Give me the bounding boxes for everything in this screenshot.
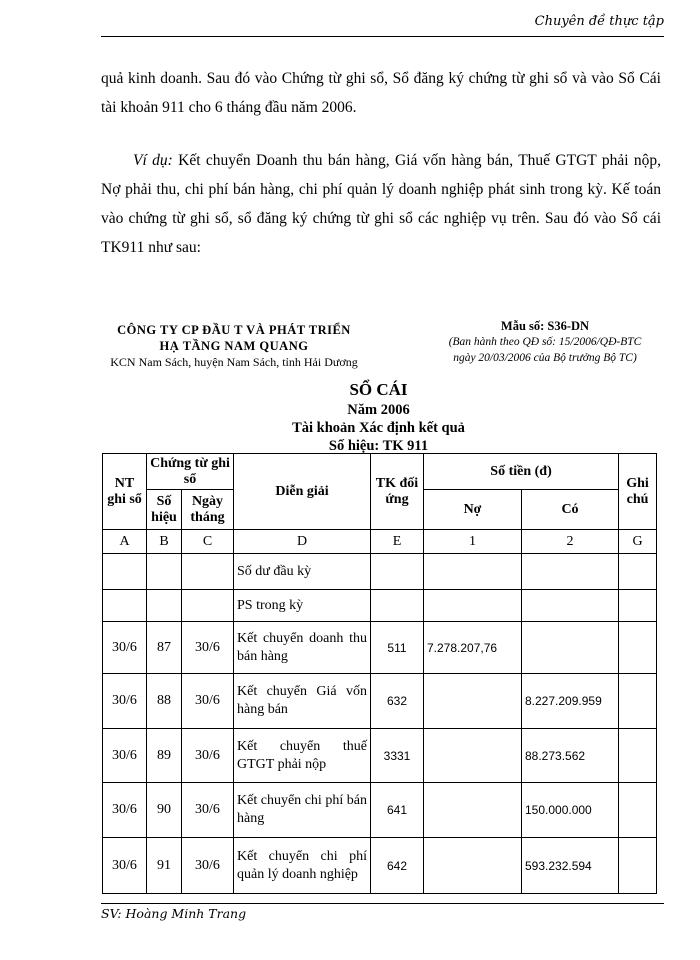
ledger-title-block [101,379,656,455]
table-row [103,622,657,674]
row-date: 30/6 [103,838,147,894]
header-debit: Nợ [424,490,522,530]
row-description: PS trong kỳ [234,590,371,622]
row-voucher-no: 90 [147,783,182,838]
code-cell: G [619,530,657,554]
row-debit [424,590,522,622]
code-cell: B [147,530,182,554]
row-contra-account: 511 [371,622,424,674]
row-date: 30/6 [103,622,147,674]
row-description: Kết chuyển chi phí quản lý doanh nghiệp [234,838,371,894]
footer-divider [101,903,664,904]
ledger-account: Tài khoản Xác định kết quả [292,420,465,436]
row-credit: 150.000.000 [522,783,619,838]
code-cell: D [234,530,371,554]
row-debit [424,838,522,894]
company-address: KCN Nam Sách, huyện Nam Sách, tỉnh Hải Dương [110,355,358,369]
row-note [619,783,657,838]
row-voucher-date: 30/6 [182,729,234,783]
row-voucher-date: 30/6 [182,674,234,729]
row-contra-account [371,590,424,622]
ledger-account-no: Số hiệu: TK 911 [328,438,429,454]
table-row [103,674,657,729]
row-description: Kết chuyển doanh thu bán hàng [234,622,371,674]
paragraph-intro: quả kinh doanh. Sau đó vào Chứng từ ghi sổ, Sổ đăng ký chứng từ ghi sổ và vào Sổ Cái tài khoản 911 cho 6 tháng đầu năm 2006. [101,70,661,116]
row-description: Kết chuyển Giá vốn hàng bán [234,674,371,729]
row-voucher-no: 88 [147,674,182,729]
row-debit [424,783,522,838]
table-row [103,783,657,838]
form-info-block [430,318,660,366]
table-row [103,554,657,590]
row-credit [522,554,619,590]
header-credit: Có [522,490,619,530]
row-voucher-date: 30/6 [182,838,234,894]
row-voucher-date: 30/6 [182,783,234,838]
header-contra-account: TK đối ứng [371,454,424,530]
code-cell: A [103,530,147,554]
row-description: Kết chuyển chi phí bán hàng [234,783,371,838]
table-row [103,729,657,783]
row-note [619,554,657,590]
row-voucher-no: 89 [147,729,182,783]
row-date [103,590,147,622]
row-note [619,622,657,674]
row-credit [522,622,619,674]
row-date [103,554,147,590]
column-code-row [103,530,657,554]
header-voucher: Chứng từ ghi sổ [147,454,234,490]
code-cell: 1 [424,530,522,554]
row-voucher-no [147,554,182,590]
table-row [103,590,657,622]
code-cell: E [371,530,424,554]
form-note-line1: (Ban hành theo QĐ số: 15/2006/QĐ-BTC [448,336,642,348]
row-credit [522,590,619,622]
row-date: 30/6 [103,783,147,838]
row-note [619,674,657,729]
paragraph-example [101,146,661,262]
example-text: Kết chuyển Doanh thu bán hàng, Giá vốn hàng bán, Thuế GTGT phải nộp, Nợ phải thu, chi phí bán hàng, chi phí quản lý doanh nghiệp phát sinh trong kỳ. Kế toán vào chứng từ ghi sổ, sổ đăng ký chứng từ ghi sổ các nghiệp vụ trên. Sau đó vào Sổ cái TK911 như sau: [101,152,662,256]
header-voucher-no: Số hiệu [147,490,182,530]
row-date: 30/6 [103,729,147,783]
row-description: Kết chuyển thuế GTGT phải nộp [234,729,371,783]
row-contra-account: 642 [371,838,424,894]
row-voucher-no: 91 [147,838,182,894]
form-note-line2: ngày 20/03/2006 của Bộ trưởng Bộ TC) [453,352,637,364]
row-note [619,729,657,783]
row-voucher-no: 87 [147,622,182,674]
row-debit [424,674,522,729]
row-description: Số dư đầu kỳ [234,554,371,590]
code-cell: C [182,530,234,554]
header-description: Diễn giải [234,454,371,530]
row-debit: 7.278.207,76 [424,622,522,674]
row-date: 30/6 [103,674,147,729]
row-voucher-date [182,554,234,590]
row-voucher-date [182,590,234,622]
row-voucher-no [147,590,182,622]
table-row [103,838,657,894]
page-header-title: Chuyên đề thực tập [534,14,664,29]
header-voucher-date: Ngày tháng [182,490,234,530]
row-contra-account: 641 [371,783,424,838]
header-note: Ghi chú [619,454,657,530]
example-label: Ví dụ: [133,152,173,169]
company-block [84,322,384,370]
row-contra-account: 632 [371,674,424,729]
header-divider [101,36,664,37]
ledger-year: Năm 2006 [347,402,410,418]
code-cell: 2 [522,530,619,554]
header-nt: NT ghi sổ [103,454,147,530]
row-voucher-date: 30/6 [182,622,234,674]
row-debit [424,729,522,783]
form-code: Mẫu số: S36-DN [500,319,590,333]
company-name-line1: CÔNG TY CP ĐẦU T VÀ PHÁT TRIỂN [117,323,351,337]
row-contra-account: 3331 [371,729,424,783]
company-name-line2: HẠ TẦNG NAM QUANG [159,339,309,353]
row-note [619,590,657,622]
ledger-title: SỔ CÁI [349,380,408,399]
footer-author: SV: Hoàng Minh Trang [101,906,247,921]
row-contra-account [371,554,424,590]
row-debit [424,554,522,590]
row-credit: 593.232.594 [522,838,619,894]
ledger-table [102,453,657,894]
row-note [619,838,657,894]
row-credit: 8.227.209.959 [522,674,619,729]
row-credit: 88.273.562 [522,729,619,783]
header-amount: Số tiền (đ) [424,454,619,490]
